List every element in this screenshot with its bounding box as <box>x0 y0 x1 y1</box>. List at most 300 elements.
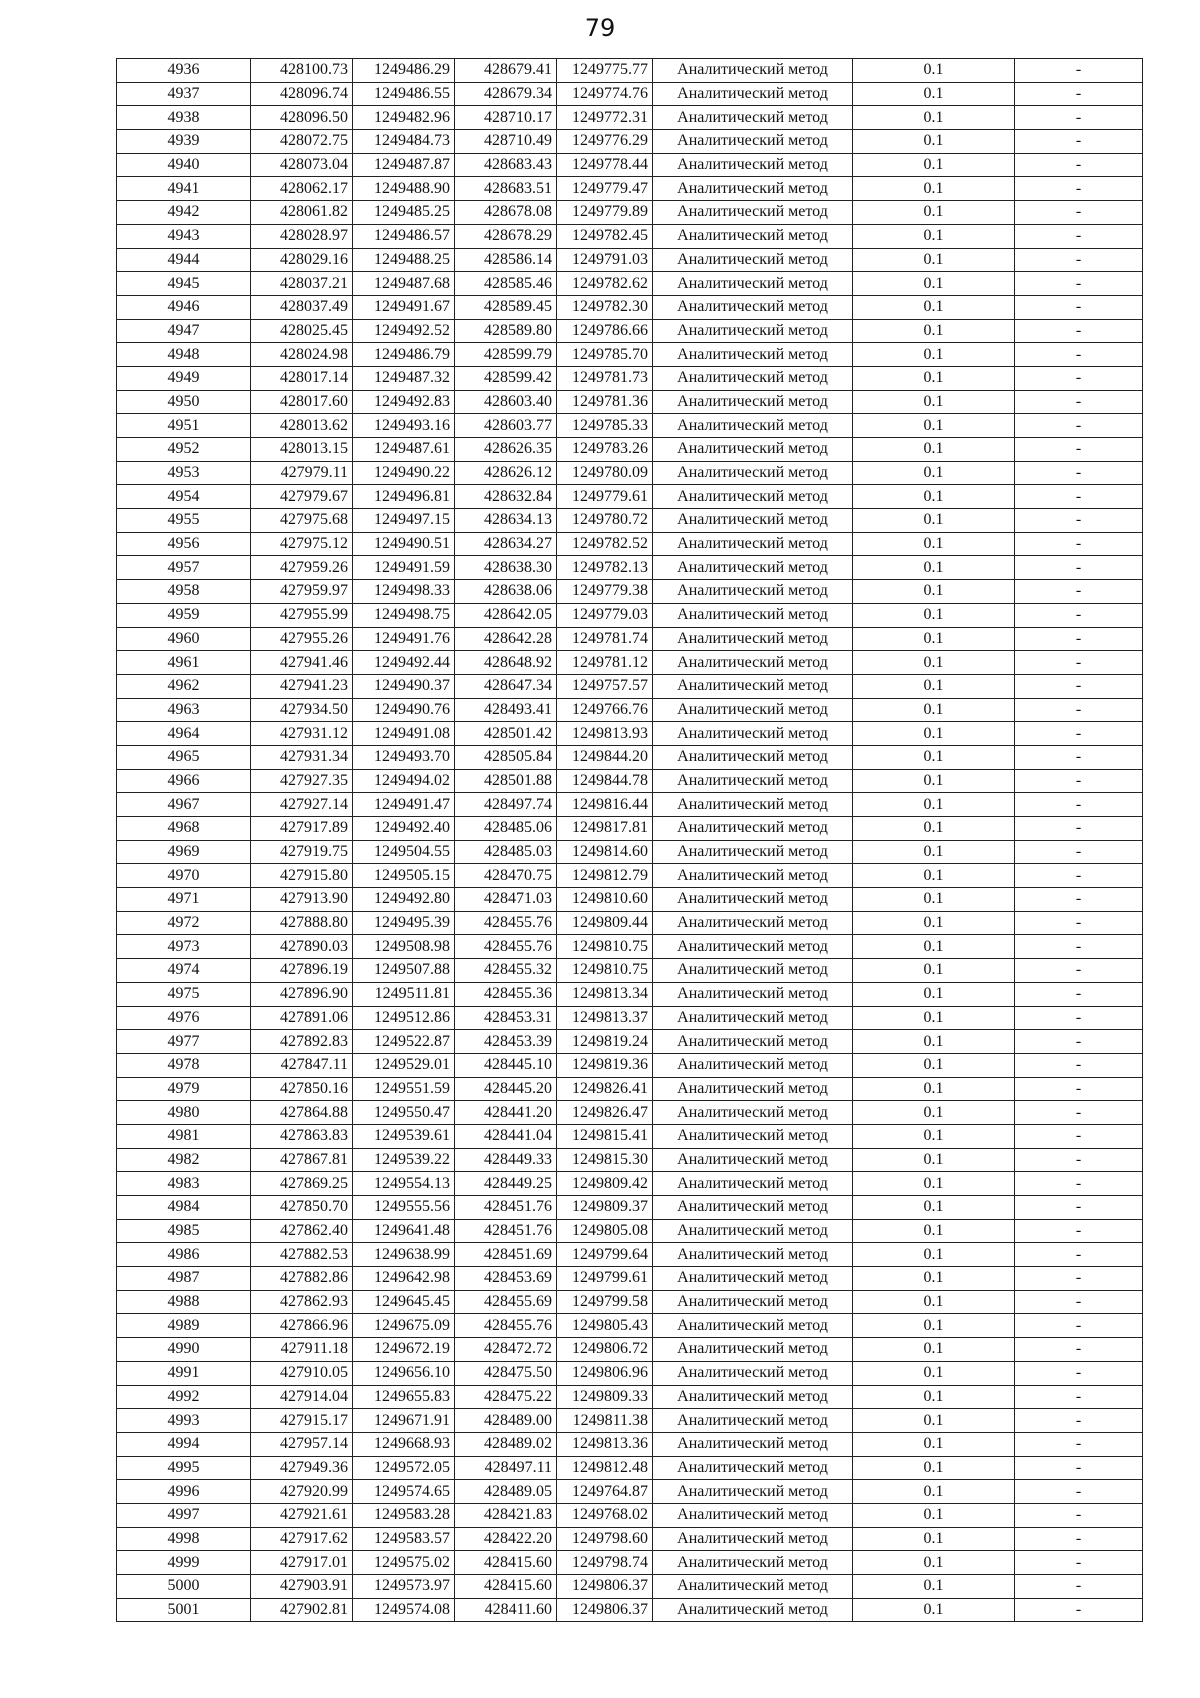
method-cell: Аналитический метод <box>653 153 853 177</box>
x2-cell: 428475.22 <box>455 1385 557 1409</box>
note-cell: - <box>1015 343 1143 367</box>
accuracy-cell: 0.1 <box>853 1409 1015 1433</box>
method-cell: Аналитический метод <box>653 272 853 296</box>
point-number-cell: 4957 <box>117 556 251 580</box>
table-row <box>117 1006 1143 1030</box>
y1-cell: 1249498.33 <box>353 580 455 604</box>
method-cell: Аналитический метод <box>653 1527 853 1551</box>
y2-cell: 1249768.02 <box>557 1503 653 1527</box>
x2-cell: 428599.42 <box>455 366 557 390</box>
y1-cell: 1249495.39 <box>353 911 455 935</box>
accuracy-cell: 0.1 <box>853 319 1015 343</box>
y1-cell: 1249496.81 <box>353 485 455 509</box>
point-number-cell: 4955 <box>117 509 251 533</box>
y1-cell: 1249492.40 <box>353 817 455 841</box>
method-cell: Аналитический метод <box>653 366 853 390</box>
x1-cell: 427896.19 <box>251 959 353 983</box>
table-row <box>117 1338 1143 1362</box>
point-number-cell: 4979 <box>117 1077 251 1101</box>
y2-cell: 1249806.37 <box>557 1598 653 1622</box>
y2-cell: 1249809.44 <box>557 911 653 935</box>
table-row <box>117 224 1143 248</box>
y2-cell: 1249779.89 <box>557 201 653 225</box>
table-row <box>117 674 1143 698</box>
y2-cell: 1249815.41 <box>557 1124 653 1148</box>
accuracy-cell: 0.1 <box>853 224 1015 248</box>
accuracy-cell: 0.1 <box>853 130 1015 154</box>
point-number-cell: 4981 <box>117 1124 251 1148</box>
y1-cell: 1249498.75 <box>353 603 455 627</box>
y1-cell: 1249574.08 <box>353 1598 455 1622</box>
y1-cell: 1249492.80 <box>353 888 455 912</box>
method-cell: Аналитический метод <box>653 1290 853 1314</box>
accuracy-cell: 0.1 <box>853 177 1015 201</box>
y2-cell: 1249786.66 <box>557 319 653 343</box>
table-row <box>117 888 1143 912</box>
table-row <box>117 817 1143 841</box>
x2-cell: 428710.49 <box>455 130 557 154</box>
x2-cell: 428647.34 <box>455 674 557 698</box>
point-number-cell: 5000 <box>117 1575 251 1599</box>
note-cell: - <box>1015 1219 1143 1243</box>
x1-cell: 427975.68 <box>251 509 353 533</box>
y1-cell: 1249488.90 <box>353 177 455 201</box>
x1-cell: 427915.17 <box>251 1409 353 1433</box>
table-row <box>117 153 1143 177</box>
method-cell: Аналитический метод <box>653 130 853 154</box>
method-cell: Аналитический метод <box>653 603 853 627</box>
y1-cell: 1249508.98 <box>353 935 455 959</box>
note-cell: - <box>1015 390 1143 414</box>
page-number: 79 <box>584 14 616 42</box>
x1-cell: 428013.15 <box>251 438 353 462</box>
note-cell: - <box>1015 461 1143 485</box>
table-row <box>117 556 1143 580</box>
point-number-cell: 4946 <box>117 295 251 319</box>
note-cell: - <box>1015 580 1143 604</box>
accuracy-cell: 0.1 <box>853 1172 1015 1196</box>
x2-cell: 428642.28 <box>455 627 557 651</box>
table-row <box>117 1551 1143 1575</box>
table-row <box>117 1077 1143 1101</box>
table-row <box>117 793 1143 817</box>
point-number-cell: 4993 <box>117 1409 251 1433</box>
method-cell: Аналитический метод <box>653 1409 853 1433</box>
note-cell: - <box>1015 1575 1143 1599</box>
y2-cell: 1249810.75 <box>557 959 653 983</box>
y2-cell: 1249809.33 <box>557 1385 653 1409</box>
point-number-cell: 4973 <box>117 935 251 959</box>
x2-cell: 428475.50 <box>455 1361 557 1385</box>
point-number-cell: 4991 <box>117 1361 251 1385</box>
table-row <box>117 319 1143 343</box>
x1-cell: 427927.35 <box>251 769 353 793</box>
x1-cell: 427921.61 <box>251 1503 353 1527</box>
table-row <box>117 390 1143 414</box>
y1-cell: 1249668.93 <box>353 1432 455 1456</box>
y1-cell: 1249491.08 <box>353 722 455 746</box>
accuracy-cell: 0.1 <box>853 793 1015 817</box>
point-number-cell: 4962 <box>117 674 251 698</box>
table-row <box>117 1219 1143 1243</box>
accuracy-cell: 0.1 <box>853 627 1015 651</box>
note-cell: - <box>1015 698 1143 722</box>
note-cell: - <box>1015 1385 1143 1409</box>
y1-cell: 1249494.02 <box>353 769 455 793</box>
x2-cell: 428445.10 <box>455 1053 557 1077</box>
note-cell: - <box>1015 959 1143 983</box>
x2-cell: 428472.72 <box>455 1338 557 1362</box>
x1-cell: 427931.34 <box>251 745 353 769</box>
method-cell: Аналитический метод <box>653 1101 853 1125</box>
accuracy-cell: 0.1 <box>853 1290 1015 1314</box>
point-number-cell: 4951 <box>117 414 251 438</box>
y2-cell: 1249814.60 <box>557 840 653 864</box>
x1-cell: 428024.98 <box>251 343 353 367</box>
point-number-cell: 4992 <box>117 1385 251 1409</box>
method-cell: Аналитический метод <box>653 343 853 367</box>
accuracy-cell: 0.1 <box>853 1101 1015 1125</box>
x2-cell: 428455.76 <box>455 935 557 959</box>
accuracy-cell: 0.1 <box>853 1598 1015 1622</box>
x1-cell: 427920.99 <box>251 1480 353 1504</box>
accuracy-cell: 0.1 <box>853 1575 1015 1599</box>
x1-cell: 428037.49 <box>251 295 353 319</box>
x1-cell: 427866.96 <box>251 1314 353 1338</box>
point-number-cell: 5001 <box>117 1598 251 1622</box>
x2-cell: 428638.06 <box>455 580 557 604</box>
note-cell: - <box>1015 1480 1143 1504</box>
x2-cell: 428603.77 <box>455 414 557 438</box>
x2-cell: 428455.69 <box>455 1290 557 1314</box>
note-cell: - <box>1015 1314 1143 1338</box>
y1-cell: 1249555.56 <box>353 1196 455 1220</box>
y1-cell: 1249574.65 <box>353 1480 455 1504</box>
note-cell: - <box>1015 177 1143 201</box>
point-number-cell: 4961 <box>117 651 251 675</box>
y2-cell: 1249781.73 <box>557 366 653 390</box>
method-cell: Аналитический метод <box>653 911 853 935</box>
x1-cell: 427910.05 <box>251 1361 353 1385</box>
y1-cell: 1249529.01 <box>353 1053 455 1077</box>
x2-cell: 428455.76 <box>455 911 557 935</box>
x1-cell: 428072.75 <box>251 130 353 154</box>
x2-cell: 428505.84 <box>455 745 557 769</box>
x2-cell: 428421.83 <box>455 1503 557 1527</box>
accuracy-cell: 0.1 <box>853 1124 1015 1148</box>
accuracy-cell: 0.1 <box>853 295 1015 319</box>
x1-cell: 427957.14 <box>251 1432 353 1456</box>
table-row <box>117 1196 1143 1220</box>
x2-cell: 428415.60 <box>455 1551 557 1575</box>
point-number-cell: 4999 <box>117 1551 251 1575</box>
x1-cell: 428096.50 <box>251 106 353 130</box>
method-cell: Аналитический метод <box>653 864 853 888</box>
point-number-cell: 4963 <box>117 698 251 722</box>
point-number-cell: 4967 <box>117 793 251 817</box>
accuracy-cell: 0.1 <box>853 509 1015 533</box>
x2-cell: 428634.27 <box>455 532 557 556</box>
table-row <box>117 1598 1143 1622</box>
method-cell: Аналитический метод <box>653 461 853 485</box>
note-cell: - <box>1015 603 1143 627</box>
table-row <box>117 1267 1143 1291</box>
x1-cell: 427864.88 <box>251 1101 353 1125</box>
x1-cell: 427917.62 <box>251 1527 353 1551</box>
coordinates-table <box>116 58 1143 1622</box>
y2-cell: 1249782.45 <box>557 224 653 248</box>
y2-cell: 1249785.70 <box>557 343 653 367</box>
accuracy-cell: 0.1 <box>853 1314 1015 1338</box>
note-cell: - <box>1015 911 1143 935</box>
x2-cell: 428679.34 <box>455 82 557 106</box>
y1-cell: 1249539.61 <box>353 1124 455 1148</box>
point-number-cell: 4975 <box>117 982 251 1006</box>
table-row <box>117 1480 1143 1504</box>
accuracy-cell: 0.1 <box>853 201 1015 225</box>
table-body <box>117 59 1143 1622</box>
table-row <box>117 769 1143 793</box>
y2-cell: 1249805.43 <box>557 1314 653 1338</box>
x2-cell: 428470.75 <box>455 864 557 888</box>
x1-cell: 427975.12 <box>251 532 353 556</box>
note-cell: - <box>1015 769 1143 793</box>
table-row <box>117 343 1143 367</box>
x1-cell: 427979.11 <box>251 461 353 485</box>
table-row <box>117 272 1143 296</box>
x2-cell: 428497.74 <box>455 793 557 817</box>
y1-cell: 1249486.29 <box>353 59 455 83</box>
accuracy-cell: 0.1 <box>853 1480 1015 1504</box>
accuracy-cell: 0.1 <box>853 1196 1015 1220</box>
note-cell: - <box>1015 272 1143 296</box>
method-cell: Аналитический метод <box>653 698 853 722</box>
accuracy-cell: 0.1 <box>853 532 1015 556</box>
table-row <box>117 82 1143 106</box>
x1-cell: 427917.89 <box>251 817 353 841</box>
accuracy-cell: 0.1 <box>853 1243 1015 1267</box>
note-cell: - <box>1015 982 1143 1006</box>
note-cell: - <box>1015 201 1143 225</box>
x2-cell: 428489.00 <box>455 1409 557 1433</box>
method-cell: Аналитический метод <box>653 390 853 414</box>
point-number-cell: 4980 <box>117 1101 251 1125</box>
y2-cell: 1249811.38 <box>557 1409 653 1433</box>
method-cell: Аналитический метод <box>653 1575 853 1599</box>
note-cell: - <box>1015 1432 1143 1456</box>
point-number-cell: 4950 <box>117 390 251 414</box>
x1-cell: 427914.04 <box>251 1385 353 1409</box>
note-cell: - <box>1015 674 1143 698</box>
y1-cell: 1249486.57 <box>353 224 455 248</box>
accuracy-cell: 0.1 <box>853 888 1015 912</box>
y1-cell: 1249572.05 <box>353 1456 455 1480</box>
point-number-cell: 4966 <box>117 769 251 793</box>
table-row <box>117 1385 1143 1409</box>
accuracy-cell: 0.1 <box>853 272 1015 296</box>
point-number-cell: 4942 <box>117 201 251 225</box>
y2-cell: 1249779.38 <box>557 580 653 604</box>
y2-cell: 1249817.81 <box>557 817 653 841</box>
point-number-cell: 4987 <box>117 1267 251 1291</box>
table-row <box>117 651 1143 675</box>
method-cell: Аналитический метод <box>653 1053 853 1077</box>
accuracy-cell: 0.1 <box>853 153 1015 177</box>
y1-cell: 1249550.47 <box>353 1101 455 1125</box>
point-number-cell: 4956 <box>117 532 251 556</box>
note-cell: - <box>1015 1338 1143 1362</box>
point-number-cell: 4994 <box>117 1432 251 1456</box>
accuracy-cell: 0.1 <box>853 343 1015 367</box>
y2-cell: 1249799.61 <box>557 1267 653 1291</box>
note-cell: - <box>1015 627 1143 651</box>
accuracy-cell: 0.1 <box>853 935 1015 959</box>
table-row <box>117 461 1143 485</box>
x1-cell: 428096.74 <box>251 82 353 106</box>
y2-cell: 1249813.93 <box>557 722 653 746</box>
x2-cell: 428679.41 <box>455 59 557 83</box>
point-number-cell: 4944 <box>117 248 251 272</box>
y1-cell: 1249655.83 <box>353 1385 455 1409</box>
note-cell: - <box>1015 864 1143 888</box>
y1-cell: 1249645.45 <box>353 1290 455 1314</box>
table-row <box>117 1030 1143 1054</box>
x2-cell: 428634.13 <box>455 509 557 533</box>
table-row <box>117 722 1143 746</box>
note-cell: - <box>1015 319 1143 343</box>
table-row <box>117 864 1143 888</box>
y2-cell: 1249815.30 <box>557 1148 653 1172</box>
y2-cell: 1249812.79 <box>557 864 653 888</box>
accuracy-cell: 0.1 <box>853 414 1015 438</box>
table-row <box>117 1432 1143 1456</box>
x2-cell: 428411.60 <box>455 1598 557 1622</box>
table-row <box>117 1361 1143 1385</box>
y1-cell: 1249487.87 <box>353 153 455 177</box>
accuracy-cell: 0.1 <box>853 603 1015 627</box>
x2-cell: 428453.69 <box>455 1267 557 1291</box>
method-cell: Аналитический метод <box>653 651 853 675</box>
y1-cell: 1249551.59 <box>353 1077 455 1101</box>
accuracy-cell: 0.1 <box>853 485 1015 509</box>
x1-cell: 427917.01 <box>251 1551 353 1575</box>
x2-cell: 428489.02 <box>455 1432 557 1456</box>
note-cell: - <box>1015 1077 1143 1101</box>
accuracy-cell: 0.1 <box>853 698 1015 722</box>
y1-cell: 1249490.51 <box>353 532 455 556</box>
y1-cell: 1249675.09 <box>353 1314 455 1338</box>
accuracy-cell: 0.1 <box>853 59 1015 83</box>
y1-cell: 1249482.96 <box>353 106 455 130</box>
y1-cell: 1249485.25 <box>353 201 455 225</box>
method-cell: Аналитический метод <box>653 1148 853 1172</box>
y1-cell: 1249492.44 <box>353 651 455 675</box>
x1-cell: 427949.36 <box>251 1456 353 1480</box>
accuracy-cell: 0.1 <box>853 745 1015 769</box>
point-number-cell: 4940 <box>117 153 251 177</box>
y2-cell: 1249844.78 <box>557 769 653 793</box>
point-number-cell: 4949 <box>117 366 251 390</box>
y2-cell: 1249813.34 <box>557 982 653 1006</box>
x1-cell: 427867.81 <box>251 1148 353 1172</box>
table-row <box>117 106 1143 130</box>
x1-cell: 428037.21 <box>251 272 353 296</box>
y2-cell: 1249782.52 <box>557 532 653 556</box>
note-cell: - <box>1015 153 1143 177</box>
x1-cell: 427862.93 <box>251 1290 353 1314</box>
point-number-cell: 4997 <box>117 1503 251 1527</box>
note-cell: - <box>1015 722 1143 746</box>
table-row <box>117 414 1143 438</box>
note-cell: - <box>1015 1006 1143 1030</box>
accuracy-cell: 0.1 <box>853 248 1015 272</box>
accuracy-cell: 0.1 <box>853 982 1015 1006</box>
x2-cell: 428415.60 <box>455 1575 557 1599</box>
x1-cell: 427931.12 <box>251 722 353 746</box>
note-cell: - <box>1015 556 1143 580</box>
y2-cell: 1249782.13 <box>557 556 653 580</box>
point-number-cell: 4939 <box>117 130 251 154</box>
point-number-cell: 4969 <box>117 840 251 864</box>
method-cell: Аналитический метод <box>653 1006 853 1030</box>
y1-cell: 1249486.79 <box>353 343 455 367</box>
y1-cell: 1249539.22 <box>353 1148 455 1172</box>
note-cell: - <box>1015 366 1143 390</box>
x2-cell: 428638.30 <box>455 556 557 580</box>
point-number-cell: 4983 <box>117 1172 251 1196</box>
method-cell: Аналитический метод <box>653 438 853 462</box>
method-cell: Аналитический метод <box>653 295 853 319</box>
y2-cell: 1249798.60 <box>557 1527 653 1551</box>
x2-cell: 428497.11 <box>455 1456 557 1480</box>
x2-cell: 428632.84 <box>455 485 557 509</box>
x2-cell: 428485.06 <box>455 817 557 841</box>
method-cell: Аналитический метод <box>653 840 853 864</box>
note-cell: - <box>1015 1196 1143 1220</box>
x1-cell: 427941.46 <box>251 651 353 675</box>
method-cell: Аналитический метод <box>653 532 853 556</box>
y2-cell: 1249810.60 <box>557 888 653 912</box>
table-row <box>117 532 1143 556</box>
method-cell: Аналитический метод <box>653 1432 853 1456</box>
note-cell: - <box>1015 224 1143 248</box>
note-cell: - <box>1015 295 1143 319</box>
method-cell: Аналитический метод <box>653 1480 853 1504</box>
x2-cell: 428599.79 <box>455 343 557 367</box>
y1-cell: 1249672.19 <box>353 1338 455 1362</box>
note-cell: - <box>1015 438 1143 462</box>
table-row <box>117 698 1143 722</box>
accuracy-cell: 0.1 <box>853 82 1015 106</box>
y1-cell: 1249491.47 <box>353 793 455 817</box>
y2-cell: 1249791.03 <box>557 248 653 272</box>
point-number-cell: 4943 <box>117 224 251 248</box>
y2-cell: 1249806.96 <box>557 1361 653 1385</box>
x1-cell: 427919.75 <box>251 840 353 864</box>
note-cell: - <box>1015 1456 1143 1480</box>
y2-cell: 1249806.37 <box>557 1575 653 1599</box>
y1-cell: 1249484.73 <box>353 130 455 154</box>
note-cell: - <box>1015 840 1143 864</box>
method-cell: Аналитический метод <box>653 888 853 912</box>
point-number-cell: 4982 <box>117 1148 251 1172</box>
accuracy-cell: 0.1 <box>853 1267 1015 1291</box>
method-cell: Аналитический метод <box>653 935 853 959</box>
method-cell: Аналитический метод <box>653 201 853 225</box>
accuracy-cell: 0.1 <box>853 1432 1015 1456</box>
y2-cell: 1249826.41 <box>557 1077 653 1101</box>
x2-cell: 428589.80 <box>455 319 557 343</box>
